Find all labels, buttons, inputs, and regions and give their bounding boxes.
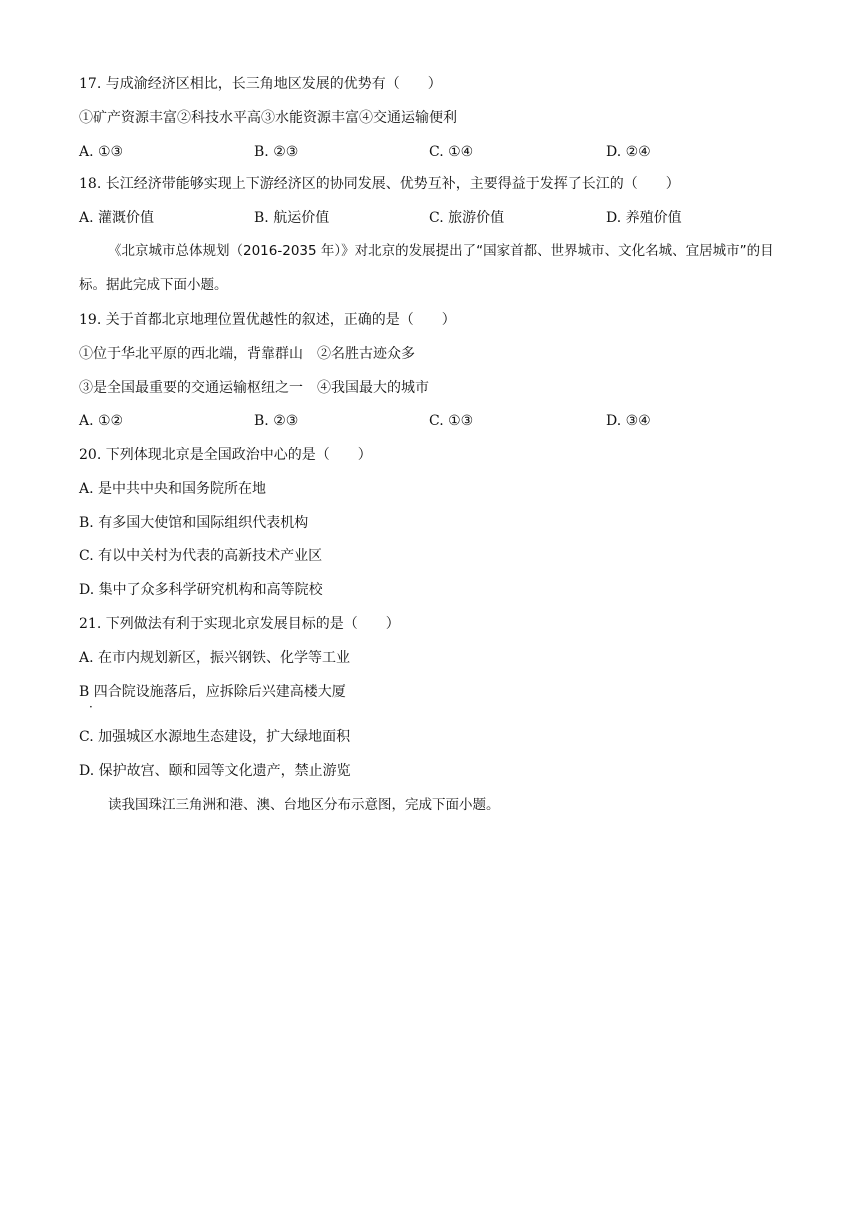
q21-option-a: A. 在市内规划新区，振兴钢铁、化学等工业 [79,650,351,666]
q17-statements: ①矿产资源丰富②科技水平高③水能资源丰富④交通运输便利 [79,110,457,126]
q19-statements-line1: ①位于华北平原的西北端，背靠群山 ②名胜古迹众多 [79,346,415,362]
q19-statements-line2: ③是全国最重要的交通运输枢纽之一 ④我国最大的城市 [79,380,429,396]
prd-intro: 读我国珠江三角洲和港、澳、台地区分布示意图，完成下面小题。 [108,797,500,813]
q17-option-b: B. ②③ [254,144,299,160]
q20-stem: 20. 下列体现北京是全国政治中心的是（ ） [79,447,372,463]
q18-option-b: B. 航运价值 [254,210,330,226]
q20-option-d: D. 集中了众多科学研究机构和高等院校 [79,582,323,598]
q21-option-b: B 四合院设施落后，应拆除后兴建高楼大厦 [79,684,346,700]
q18-option-a: A. 灌溉价值 [79,210,155,226]
q17-option-c: C. ①④ [429,144,474,160]
q18-option-d: D. 养殖价值 [606,210,682,226]
q18-option-c: C. 旅游价值 [429,210,505,226]
q19-option-a: A. ①② [79,413,124,429]
q19-option-c: C. ①③ [429,413,474,429]
q21-option-c: C. 加强城区水源地生态建设，扩大绿地面积 [79,729,351,745]
beijing-intro-paragraph: 《北京城市总体规划（2016-2035 年）》对北京的发展提出了“国家首都、世界城市、文化名城、宜居城市”的目标。据此完成下面小题。 [79,243,774,293]
q20-option-b: B. 有多国大使馆和国际组织代表机构 [79,515,309,531]
q20-option-c: C. 有以中关村为代表的高新技术产业区 [79,548,323,564]
q18-stem: 18. 长江经济带能够实现上下游经济区的协同发展、优势互补，主要得益于发挥了长江的（ ） [79,176,680,192]
q17-option-a: A. ①③ [79,144,124,160]
q17-stem: 17. 与成渝经济区相比，长三角地区发展的优势有（ ） [79,76,442,92]
misplaced-period-mark: · [89,700,93,714]
q21-stem: 21. 下列做法有利于实现北京发展目标的是（ ） [79,616,400,632]
q19-option-b: B. ②③ [254,413,299,429]
q21-option-d: D. 保护故宫、颐和园等文化遗产，禁止游览 [79,763,351,779]
q19-option-d: D. ③④ [606,413,651,429]
q17-option-d: D. ②④ [606,144,651,160]
q19-stem: 19. 关于首都北京地理位置优越性的叙述，正确的是（ ） [79,312,456,328]
q20-option-a: A. 是中共中央和国务院所在地 [79,481,267,497]
